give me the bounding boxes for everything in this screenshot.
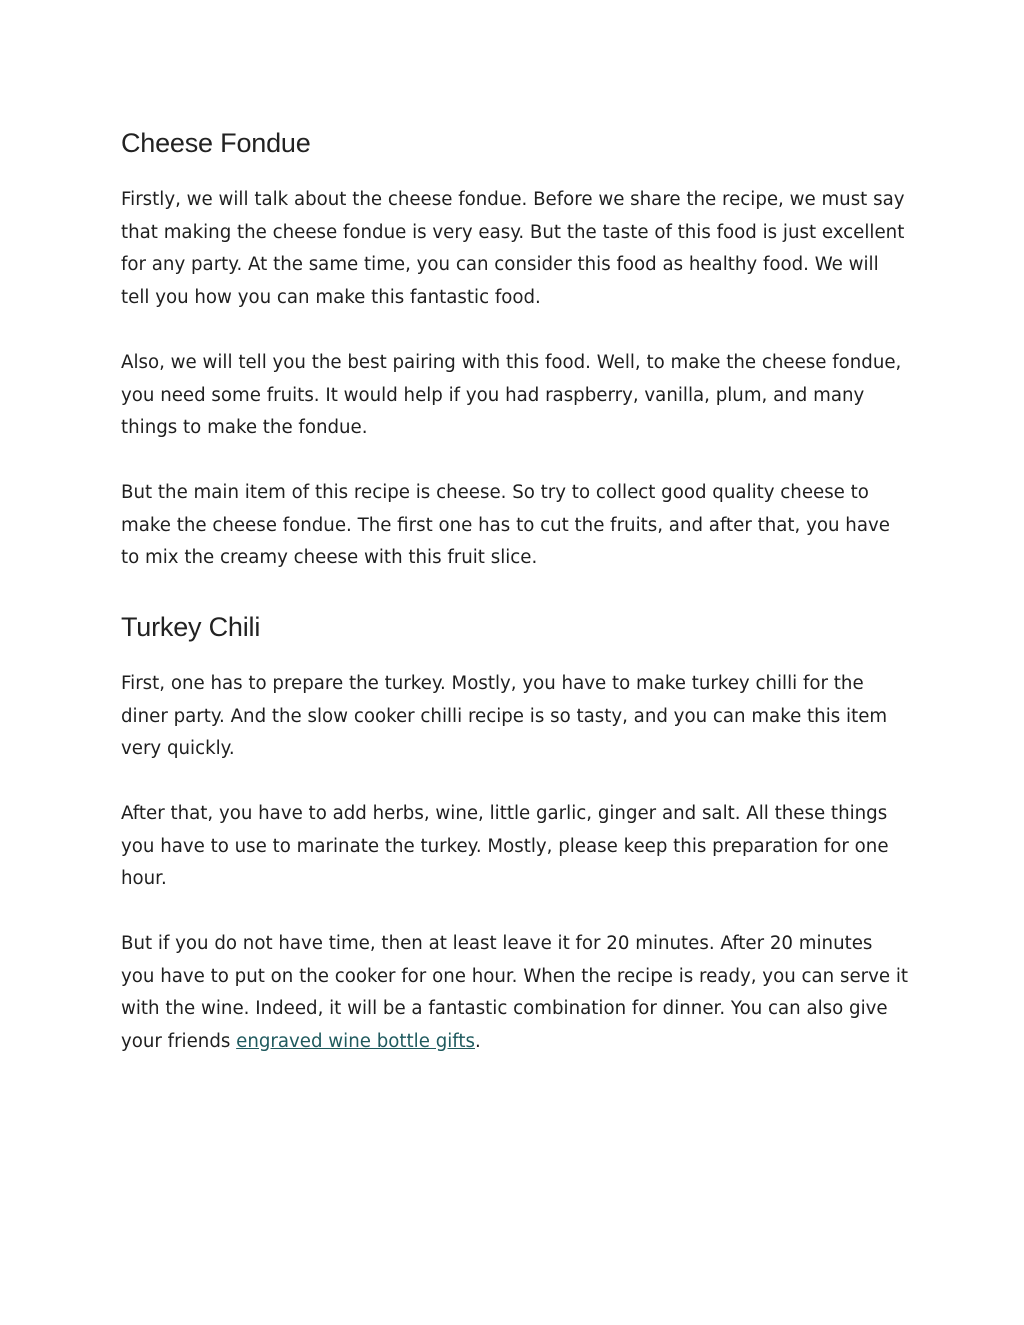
paragraph-with-link (121, 928, 911, 1058)
paragraph: First, one has to prepare the turkey. Mostly, you have to make turkey chilli for the diner party. And the slow cooker chilli recipe is so tasty, and you can make this item very quickly. (121, 673, 888, 760)
section-heading-cheese-fondue: Cheese Fondue (121, 128, 311, 158)
paragraph: But the main item of this recipe is cheese. So try to collect good quality cheese to make the cheese fondue. The first one has to cut the fruits, and after that, you have to mix the creamy cheese with this fruit slice. (121, 482, 890, 569)
paragraph: Also, we will tell you the best pairing with this food. Well, to make the cheese fondue, you need some fruits. It would help if you had raspberry, vanilla, plum, and many things to make the fondue. (121, 352, 902, 439)
paragraph: Firstly, we will talk about the cheese fondue. Before we share the recipe, we must say that making the cheese fondue is very easy. But the taste of this food is just excellent for any party. At the same time, you can consider this food as healthy food. We will tell you how you can make this fantastic food. (121, 189, 905, 308)
paragraph-text: But if you do not have time, then at least leave it for 20 minutes. After 20 minutes you have to put on the cooker for one hour. When the recipe is ready, you can serve it with the wine. Indeed, it will be a fantastic combination for dinner. You can also give your friends (121, 933, 909, 1052)
section-heading-turkey-chili: Turkey Chili (121, 612, 261, 642)
paragraph-text-end: . (474, 1030, 481, 1052)
engraved-wine-bottle-gifts-link[interactable]: engraved wine bottle gifts (236, 1030, 475, 1052)
paragraph: After that, you have to add herbs, wine, little garlic, ginger and salt. All these things you have to use to marinate the turkey. Mostly, please keep this preparation for one hour. (121, 803, 889, 890)
